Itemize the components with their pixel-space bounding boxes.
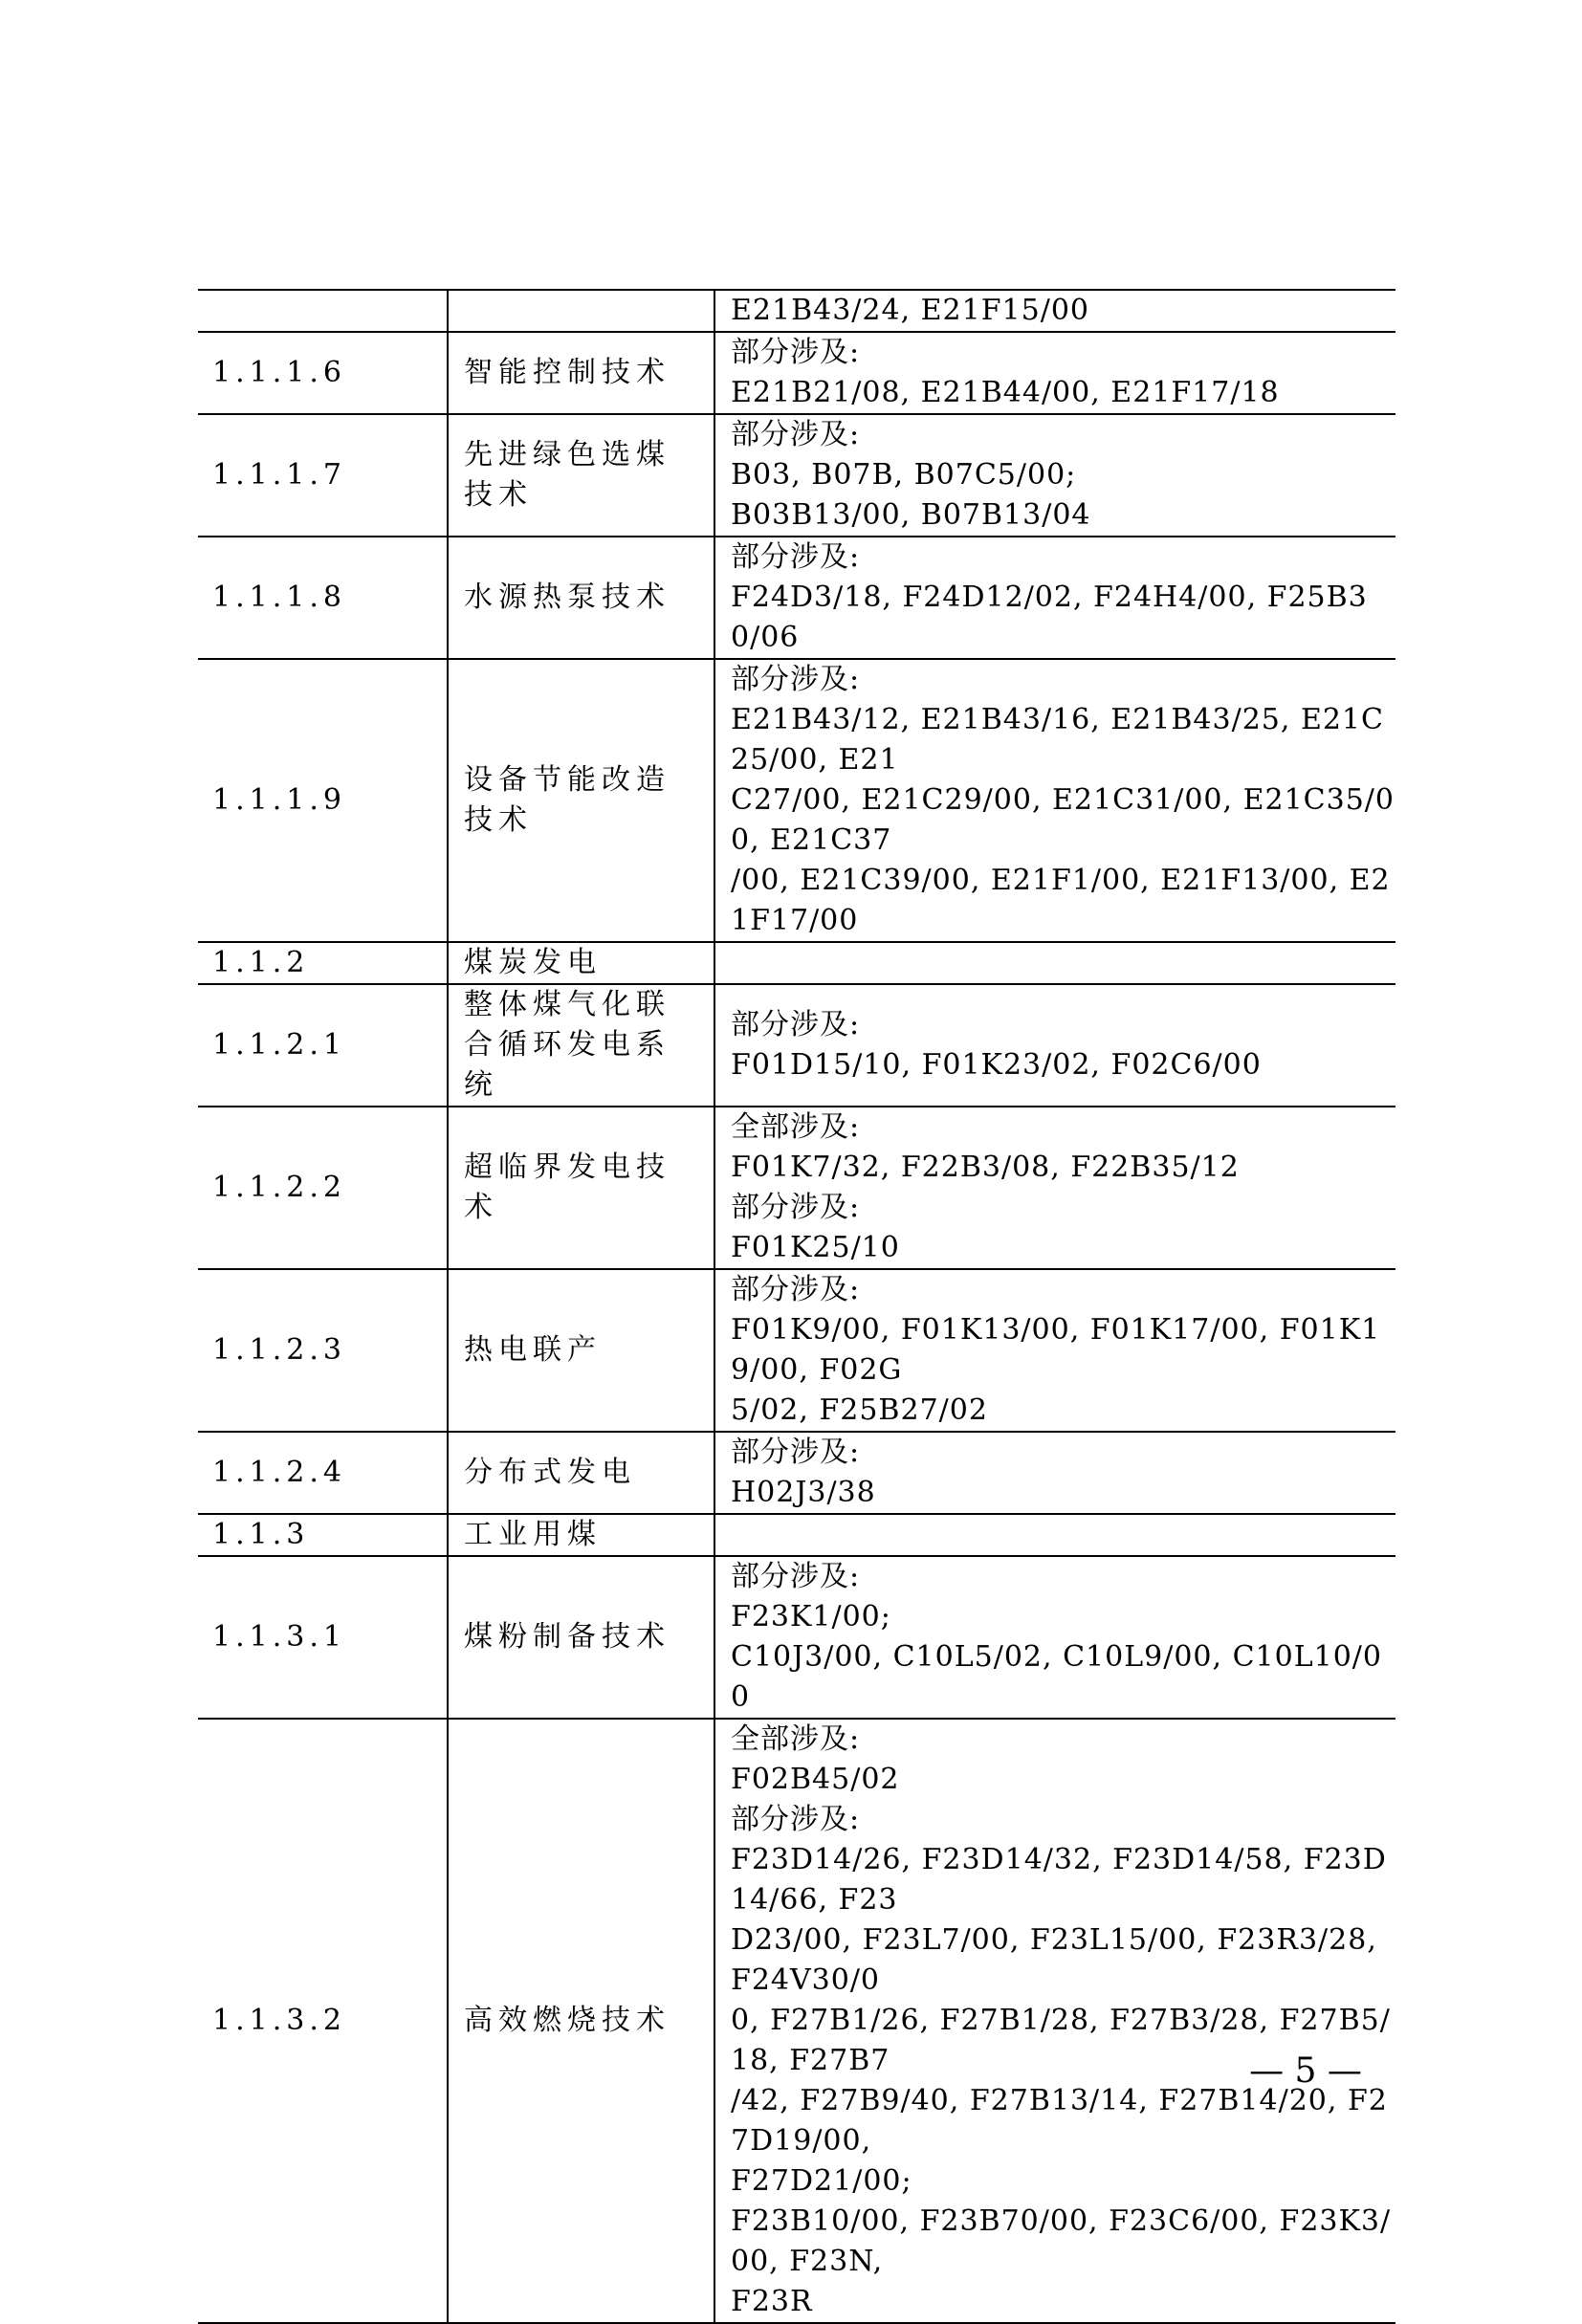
table-row — [198, 1556, 1395, 1719]
table-row — [198, 659, 1395, 942]
technology-name — [448, 1514, 714, 1556]
table-row — [198, 290, 1395, 332]
code-line: F27D21/00; — [731, 2164, 912, 2198]
code-line: C27/00, E21C29/00, E21C31/00, E21C35/00, E21C37 — [731, 783, 1395, 857]
name-line: 设备节能改造 — [464, 763, 670, 797]
classification-codes — [714, 1719, 1395, 2323]
name-line: 术 — [464, 1191, 498, 1224]
classification-codes — [714, 1432, 1395, 1514]
table-row — [198, 537, 1395, 659]
name-line: 热电联产 — [464, 1333, 602, 1367]
row-number: 1.1.3 — [198, 1514, 448, 1556]
code-line: E21B43/12, E21B43/16, E21B43/25, E21C25/00, E21 — [731, 703, 1384, 777]
technology-name — [448, 414, 714, 537]
code-line: B03, B07B, B07C5/00; — [731, 458, 1077, 492]
table-body — [198, 290, 1395, 2323]
table-row — [198, 1719, 1395, 2323]
name-line: 先进绿色选煤 — [464, 438, 670, 471]
row-number: 1.1.3.2 — [198, 1719, 448, 2323]
code-line: F01D15/10, F01K23/02, F02C6/00 — [731, 1048, 1262, 1082]
table-row — [198, 1107, 1395, 1269]
code-line: H02J3/38 — [731, 1476, 876, 1509]
code-line: F23D14/26, F23D14/32, F23D14/58, F23D14/66, F23 — [731, 1843, 1387, 1917]
code-line: 部分涉及: — [731, 1273, 861, 1306]
code-line: 部分涉及: — [731, 663, 861, 696]
classification-codes — [714, 414, 1395, 537]
name-line: 合循环发电系 — [464, 1028, 670, 1062]
technology-name — [448, 1269, 714, 1432]
code-line: E21B43/24, E21F15/00 — [731, 294, 1089, 327]
row-number: 1.1.2 — [198, 942, 448, 984]
code-line: 0, F27B1/26, F27B1/28, F27B3/28, F27B5/18, F27B7 — [731, 2004, 1391, 2077]
technology-name — [448, 1719, 714, 2323]
name-line: 技术 — [464, 478, 533, 512]
code-line: 5/02, F25B27/02 — [731, 1393, 988, 1427]
code-line: F24D3/18, F24D12/02, F24H4/00, F25B30/06 — [731, 581, 1368, 654]
patent-classification-table — [198, 289, 1395, 2324]
name-line: 工业用煤 — [464, 1518, 602, 1551]
name-line: 智能控制技术 — [464, 356, 670, 389]
table-row — [198, 1514, 1395, 1556]
code-line: 部分涉及: — [731, 1803, 861, 1836]
classification-codes — [714, 1269, 1395, 1432]
technology-name — [448, 290, 714, 332]
technology-name — [448, 332, 714, 414]
name-line: 超临界发电技 — [464, 1151, 670, 1184]
page-number: — 5 — — [1249, 2051, 1362, 2091]
classification-codes — [714, 942, 1395, 984]
row-number: 1.1.3.1 — [198, 1556, 448, 1719]
row-number: 1.1.2.1 — [198, 984, 448, 1107]
row-number: 1.1.2.4 — [198, 1432, 448, 1514]
code-line: 部分涉及: — [731, 540, 861, 574]
code-line: /00, E21C39/00, E21F1/00, E21F13/00, E21F17/00 — [731, 864, 1391, 937]
code-line: 部分涉及: — [731, 1436, 861, 1469]
row-number: 1.1.1.8 — [198, 537, 448, 659]
code-line: 部分涉及: — [731, 418, 861, 451]
table-row — [198, 332, 1395, 414]
classification-codes — [714, 984, 1395, 1107]
code-line: 全部涉及: — [731, 1110, 861, 1144]
code-line: 部分涉及: — [731, 336, 861, 369]
row-number: 1.1.1.9 — [198, 659, 448, 942]
technology-name — [448, 1556, 714, 1719]
technology-name — [448, 942, 714, 984]
row-number: 1.1.1.6 — [198, 332, 448, 414]
code-line: B03B13/00, B07B13/04 — [731, 498, 1091, 532]
table-row — [198, 1269, 1395, 1432]
classification-codes — [714, 1514, 1395, 1556]
table-row — [198, 414, 1395, 537]
technology-name — [448, 984, 714, 1107]
classification-codes — [714, 659, 1395, 942]
name-line: 煤炭发电 — [464, 946, 602, 979]
technology-name — [448, 1432, 714, 1514]
name-line: 煤粉制备技术 — [464, 1620, 670, 1654]
name-line: 技术 — [464, 803, 533, 837]
code-line: 部分涉及: — [731, 1008, 861, 1041]
code-line: E21B21/08, E21B44/00, E21F17/18 — [731, 376, 1280, 409]
technology-name — [448, 537, 714, 659]
technology-name — [448, 1107, 714, 1269]
code-line: 部分涉及: — [731, 1191, 861, 1224]
code-line: F23K1/00; — [731, 1600, 891, 1633]
code-line: F23B10/00, F23B70/00, F23C6/00, F23K3/00, F23N, — [731, 2204, 1392, 2278]
classification-codes — [714, 290, 1395, 332]
table-row — [198, 942, 1395, 984]
name-line: 整体煤气化联 — [464, 988, 670, 1021]
name-line: 高效燃烧技术 — [464, 2004, 670, 2037]
name-line: 分布式发电 — [464, 1456, 636, 1489]
code-line: D23/00, F23L7/00, F23L15/00, F23R3/28, F24V30/0 — [731, 1923, 1388, 1997]
table-row — [198, 1432, 1395, 1514]
code-line: /42, F27B9/40, F27B13/14, F27B14/20, F27D19/00, — [731, 2084, 1388, 2158]
code-line: 全部涉及: — [731, 1722, 861, 1756]
name-line: 统 — [464, 1068, 498, 1102]
classification-codes — [714, 1107, 1395, 1269]
classification-codes — [714, 537, 1395, 659]
code-line: F23R — [731, 2285, 813, 2318]
code-line: F01K9/00, F01K13/00, F01K17/00, F01K19/00, F02G — [731, 1313, 1381, 1387]
classification-codes — [714, 1556, 1395, 1719]
code-line: 部分涉及: — [731, 1560, 861, 1593]
table-row — [198, 984, 1395, 1107]
code-line: F01K25/10 — [731, 1231, 900, 1264]
row-number: 1.1.1.7 — [198, 414, 448, 537]
row-number — [198, 290, 448, 332]
row-number: 1.1.2.2 — [198, 1107, 448, 1269]
code-line: F01K7/32, F22B3/08, F22B35/12 — [731, 1151, 1240, 1184]
name-line: 水源热泵技术 — [464, 581, 670, 614]
row-number: 1.1.2.3 — [198, 1269, 448, 1432]
technology-name — [448, 659, 714, 942]
classification-codes — [714, 332, 1395, 414]
code-line: F02B45/02 — [731, 1763, 900, 1796]
code-line: C10J3/00, C10L5/02, C10L9/00, C10L10/00 — [731, 1640, 1382, 1714]
